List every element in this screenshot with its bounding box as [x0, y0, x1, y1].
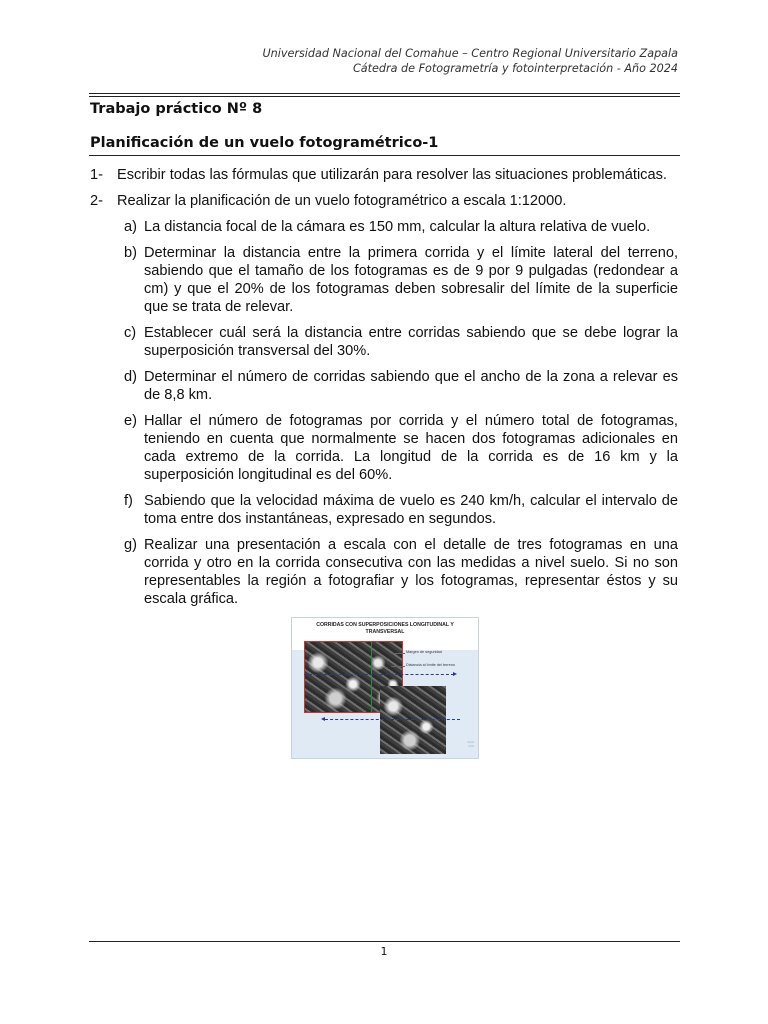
footer-divider [89, 941, 680, 942]
subitem-text: Realizar una presentación a escala con el detalle de tres fotogramas en una corrida y otro en la corrida consecutiva con las medidas a nivel suelo. Si no son representables la región a fotografiar y los fotogramas, representar éstos y su escala gráfica. [144, 537, 678, 607]
exercise-item-2 [90, 192, 678, 210]
subtitle-divider [89, 155, 680, 156]
flight-direction-arrow-left [321, 717, 325, 721]
page-number: 1 [380, 945, 388, 958]
subitem-c [124, 324, 678, 360]
subitem-f [124, 492, 678, 528]
figure-title-line2: TRANSVERSAL [365, 629, 405, 635]
practical-title: Trabajo práctico Nº 8 [90, 101, 263, 117]
exercise-item-1 [90, 166, 678, 184]
header-university: Universidad Nacional del Comahue – Centro Regional Universitario Zapala [262, 47, 678, 60]
subitem-letter: g) [124, 537, 137, 553]
flight-line-1 [304, 674, 454, 675]
subitem-text: Sabiendo que la velocidad máxima de vuelo es 240 km/h, calcular el intervalo de toma entre dos instantáneas, expresado en segundos. [144, 493, 678, 527]
subitem-a [124, 218, 678, 236]
page-header [118, 46, 678, 76]
subitem-letter: a) [124, 219, 137, 235]
exercise-list [90, 166, 678, 616]
subitem-letter: b) [124, 245, 137, 261]
subitem-text: Hallar el número de fotogramas por corrida y el número total de fotogramas, teniendo en cuenta que normalmente se hacen dos fotogramas adicionales en cada extremo de la corrida. La longitud de la corrida es de 16 km y la superposición longitudinal es del 60%. [144, 413, 678, 483]
subitem-letter: c) [124, 325, 137, 341]
subitem-text: Establecer cuál será la distancia entre corridas sabiendo que se debe lograr la superposición transversal del 30%. [144, 325, 678, 359]
subitem-text: La distancia focal de la cámara es 150 mm, calcular la altura relativa de vuelo. [144, 219, 651, 235]
margin-pointer-line [391, 653, 405, 654]
flight-overlap-figure [291, 617, 479, 759]
subitem-letter: e) [124, 413, 137, 429]
aerial-photo-3 [380, 686, 446, 754]
subitem-letter: f) [124, 493, 133, 509]
subitem-text: Determinar la distancia entre la primera corrida y el límite lateral del terreno, sabiendo que el tamaño de los fotogramas es de 9 por 9 pulgadas (redondear a cm) y que el 20% de los fotogramas deben sobresalir del límite de la superficie que se trata de relevar. [144, 245, 678, 315]
figure-watermark: ▪▪▪▪▪▪ ▪▪▪▪▪ [467, 740, 474, 748]
exercise-text: Realizar la planificación de un vuelo fotogramétrico a escala 1:12000. [117, 193, 567, 209]
header-divider [89, 93, 680, 97]
subitem-d [124, 368, 678, 404]
figure-title [292, 622, 478, 636]
subitem-letter: d) [124, 369, 137, 385]
margin-label: Margen de seguridad [406, 650, 442, 654]
distance-pointer-line [391, 666, 405, 667]
header-course: Cátedra de Fotogrametría y fotointerpretación - Año 2024 [353, 62, 678, 75]
exercise-text: Escribir todas las fórmulas que utilizarán para resolver las situaciones problemáticas. [117, 167, 667, 183]
subitem-g [124, 536, 678, 608]
subitem-b [124, 244, 678, 316]
exercise-number: 2- [90, 193, 103, 209]
exercise-number: 1- [90, 167, 103, 183]
distance-label: Distancia al límite del terreno [406, 663, 455, 667]
subitem-text: Determinar el número de corridas sabiendo que el ancho de la zona a relevar es de 8,8 km. [144, 369, 678, 403]
figure-title-line1: CORRIDAS CON SUPERPOSICIONES LONGITUDINAL Y [316, 622, 454, 628]
subitem-e [124, 412, 678, 484]
flight-direction-arrow-right [453, 672, 457, 676]
practical-subtitle: Planificación de un vuelo fotogramétrico-1 [90, 135, 439, 151]
flight-line-2 [325, 719, 460, 720]
